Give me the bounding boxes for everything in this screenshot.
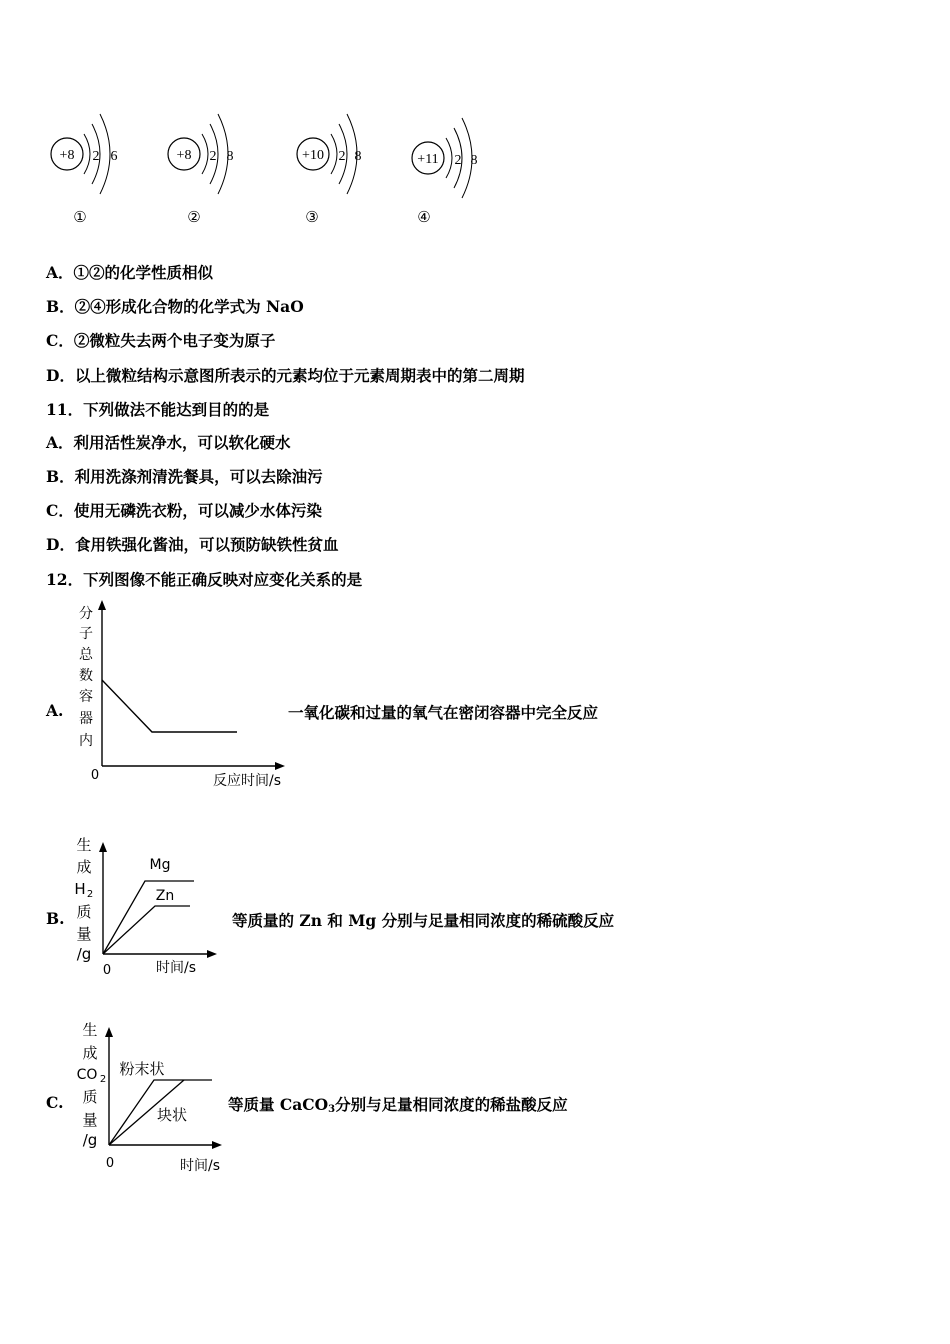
- y-axis-arrow: [105, 1027, 113, 1037]
- atom-2-label: ②: [187, 208, 201, 226]
- x-axis-label: 时间/s: [179, 1158, 221, 1174]
- q12-stem: 12．下列图像不能正确反映对应变化关系的是: [46, 570, 363, 589]
- ylabel-char: 子: [79, 626, 93, 642]
- ylabel-char: 成: [82, 1044, 98, 1062]
- q12-b-description: 等质量的 Zn 和 Mg 分别与足量相同浓度的稀硫酸反应: [232, 911, 615, 930]
- ylabel-char: 生: [82, 1021, 98, 1039]
- q10-option-c: C．②微粒失去两个电子变为原子: [46, 331, 276, 350]
- ylabel-char: 数: [79, 668, 93, 684]
- ylabel-char: 质: [76, 903, 92, 921]
- q12-c-description-post: 分别与足量相同浓度的稀盐酸反应: [335, 1095, 568, 1114]
- ylabel-formula: H: [74, 880, 86, 898]
- atom-2-shell-1: 2: [209, 149, 217, 164]
- atom-1-shell-1: 2: [92, 149, 100, 164]
- q11-option-a: A．利用活性炭净水，可以软化硬水: [46, 433, 291, 452]
- molecule-count-curve: [102, 680, 237, 732]
- y-axis-arrow: [98, 600, 106, 610]
- x-axis-arrow: [212, 1141, 222, 1149]
- ylabel-char: 容: [79, 689, 93, 705]
- x-axis-arrow: [207, 950, 217, 958]
- atom-structure-diagrams: [40, 105, 500, 235]
- q11-option-c: C．使用无磷洗衣粉，可以减少水体污染: [46, 501, 322, 520]
- ylabel-formula-subscript: 2: [99, 1074, 107, 1085]
- atom-3-nucleus: +10: [302, 148, 324, 163]
- ylabel-char: 质: [82, 1088, 98, 1106]
- ylabel-char: 分: [79, 606, 93, 622]
- series-zn-line: [103, 906, 190, 954]
- q12-a-letter: A.: [46, 701, 64, 720]
- atom-3-shell-1: 2: [338, 149, 346, 164]
- atom-diagram-2: [168, 114, 234, 226]
- q12-a-graph: [72, 598, 292, 793]
- ylabel-char: 成: [76, 858, 92, 876]
- atom-3-shell-2: 8: [354, 149, 362, 164]
- q12-b-letter: B.: [46, 909, 65, 928]
- origin-label: 0: [105, 1156, 115, 1171]
- atom-4-shell-2: 8: [470, 153, 478, 168]
- ylabel-char: 量: [82, 1111, 98, 1129]
- q10-option-a: A．①②的化学性质相似: [46, 263, 214, 282]
- q11-stem: 11．下列做法不能达到目的的是: [46, 400, 270, 419]
- q12-c-ylabel: [77, 1021, 107, 1149]
- series-powder-label: 粉末状: [119, 1060, 165, 1078]
- ylabel-char: 内: [79, 733, 93, 749]
- ylabel-char: 量: [76, 925, 92, 943]
- q12-c-description-subscript: 3: [328, 1104, 336, 1115]
- q12-a-ylabel: [79, 606, 94, 749]
- atom-diagram-4: [412, 118, 478, 226]
- atom-2-shell-2: 8: [226, 149, 234, 164]
- atom-1-label: ①: [73, 208, 87, 226]
- ylabel-char: 器: [79, 711, 93, 727]
- atom-1-nucleus: +8: [59, 148, 75, 163]
- q12-c-letter: C.: [46, 1093, 64, 1112]
- q10-option-d: D．以上微粒结构示意图所表示的元素均位于元素周期表中的第二周期: [46, 366, 525, 385]
- ylabel-char: 生: [76, 836, 92, 854]
- atom-4-nucleus: +11: [417, 152, 439, 167]
- atom-diagram-3: [297, 114, 362, 226]
- x-axis-arrow: [275, 762, 285, 770]
- x-axis-label: 时间/s: [155, 960, 197, 976]
- atom-diagram-1: [51, 114, 118, 226]
- q12-b-ylabel: [74, 836, 93, 963]
- atom-4-shell-1: 2: [454, 153, 462, 168]
- origin-label: 0: [102, 963, 112, 978]
- series-lump-label: 块状: [156, 1106, 188, 1124]
- atom-2-nucleus: +8: [176, 148, 192, 163]
- q12-b-graph: [70, 832, 230, 982]
- q11-option-b: B．利用洗涤剂清洗餐具，可以去除油污: [46, 467, 323, 486]
- ylabel-char: /g: [82, 1131, 98, 1149]
- q12-c-description-pre: 等质量 CaCO: [228, 1095, 329, 1114]
- atom-1-shell-2: 6: [110, 149, 118, 164]
- q11-option-d: D．食用铁强化酱油，可以预防缺铁性贫血: [46, 535, 339, 554]
- ylabel-formula: CO: [76, 1067, 98, 1083]
- q12-c-description: [228, 1093, 568, 1115]
- q12-a-description: 一氧化碳和过量的氧气在密闭容器中完全反应: [288, 703, 599, 722]
- y-axis-arrow: [99, 842, 107, 852]
- atom-3-label: ③: [305, 208, 319, 226]
- q10-option-b: B．②④形成化合物的化学式为 NaO: [46, 297, 304, 316]
- atom-4-label: ④: [417, 208, 431, 226]
- series-mg-line: [103, 881, 194, 954]
- origin-label: 0: [90, 768, 100, 783]
- x-axis-label: 反应时间/s: [212, 773, 282, 789]
- ylabel-char: /g: [76, 945, 92, 963]
- series-mg-label: Mg: [149, 857, 171, 873]
- q12-c-graph: [70, 1015, 235, 1180]
- series-zn-label: Zn: [155, 888, 175, 904]
- ylabel-char: 总: [79, 647, 93, 663]
- ylabel-formula-subscript: 2: [86, 889, 94, 900]
